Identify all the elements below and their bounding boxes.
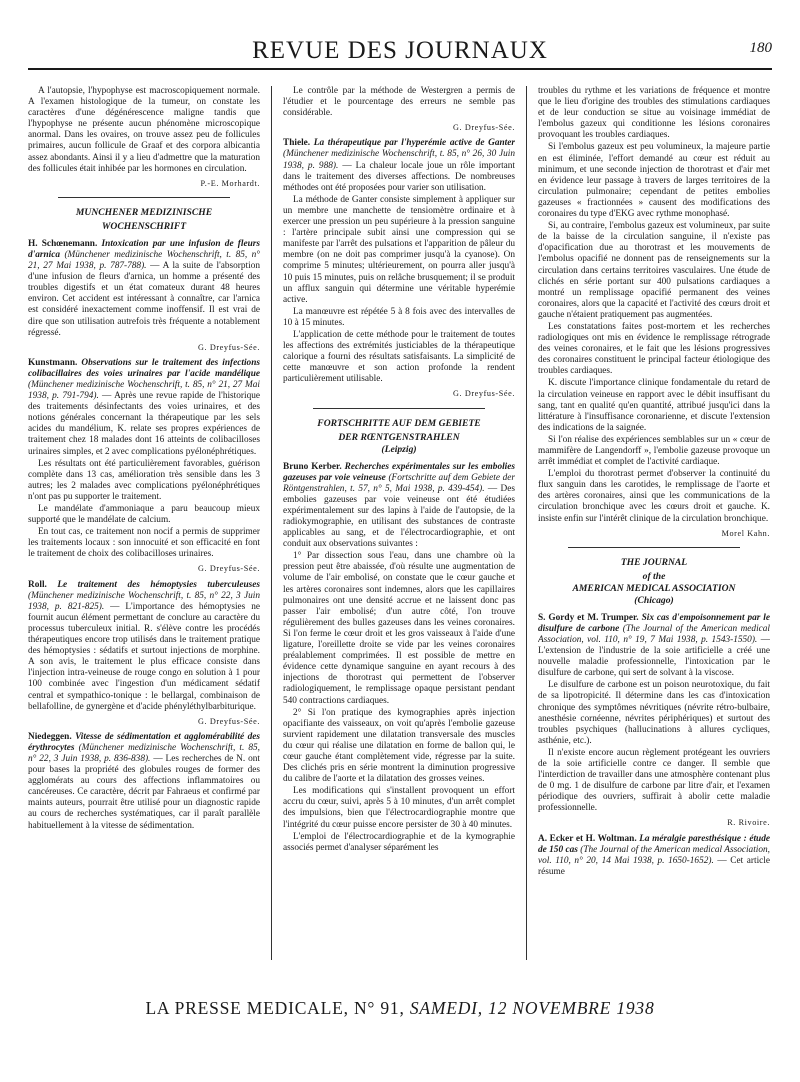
entry-body: — La chaleur locale joue un rôle important dans le traitement des diverses affections. De nombreuses méthodes ont été proposées pour varier son utilisation. bbox=[283, 160, 515, 193]
article-entry bbox=[28, 358, 260, 575]
paragraph: La méthode de Ganter consiste simplement à appliquer sur un membre une manchette de tensiomètre ordinaire et à exercer une pression un peu supérieure à la pression sanguine : l'artère principale subit ainsi une compression qui se manifeste par l'arrêt des pulsations et l'apparition de pâleur du membre (on ne doit pas comprimer jusqu'à la cyanose). On comprime 5 minutes; ultérieurement, on pourra aller jusqu'à 10 puis 15 minutes, puis on relâche brusquement; il se produit un afflux sanguin qui détermine une véritable hyperémie active. bbox=[283, 194, 515, 305]
paragraph: En tout cas, ce traitement non nocif a permis de supprimer les traitements locaux : son innocuité et son efficacité en font le traitement de choix des colibacilloses urinaires. bbox=[28, 527, 260, 560]
signature: P.-E. Morhardt. bbox=[200, 178, 260, 188]
paragraph: Le disulfure de carbone est un poison neurotoxique, du fait de sa lipotropicité. Il détermine dans les cas d'intoxication chronique des symptômes névritiques (névrite rétro-bulbaire, anesthésie cornéenne, névrites périphériques) et surtout des troubles psychiques (hallucinations à allures cycliques, asthénie, etc.). bbox=[538, 680, 770, 746]
page-header bbox=[28, 36, 772, 70]
signature: G. Dreyfus-Sée. bbox=[198, 342, 260, 352]
footer-publication: LA PRESSE MEDICALE, N° 91, bbox=[145, 998, 405, 1018]
entry-body: — L'importance des hémoptysies ne fournit aucun élément permettant de conclure au caractère du processus tuberculeux initial. R. s'élève contre les procédés thérapeutiques encore trop utilisés dans le traitement pratique des hémoptysies : sédatifs et surtout injections de morphine. A son avis, le traitement le plus efficace consiste dans l'injection intra-veineuse de rouge congo en solution à 1 pour 100 combinée avec l'ingestion d'un médicament sédatif central et sympathico-tonique : le bellargal, combinaison de bellafolline, de gynergène et d'acide phényléthylbarbiturique. bbox=[28, 601, 260, 712]
paragraph: La manœuvre est répétée 5 à 8 fois avec des intervalles de 10 à 15 minutes. bbox=[283, 306, 515, 328]
paragraph: L'application de cette méthode pour le traitement de toutes les affections des extrémités justiciables de la thérapeutique calorique a fourni des résultats satisfaisants. La simplicité de cette manœuvre et son action profonde la rendent particulièrement utilisable. bbox=[283, 329, 515, 385]
paragraph: L'emploi de l'électrocardiographie et de la kymographie associés permet d'analyser séparément les bbox=[283, 831, 515, 853]
article-entry bbox=[283, 462, 515, 854]
column-3 bbox=[538, 86, 770, 956]
entry-author: A. Ecker et H. Woltman. bbox=[538, 833, 637, 844]
entry-body: — L'extension de l'industrie de la soie artificielle a créé une nouvelle maladie professionnelle, l'intoxication par le disulfure de carbone, qui sert de solvant à la viscose. bbox=[538, 634, 770, 679]
article-entry bbox=[283, 138, 515, 399]
entry-author: Niedeggen. bbox=[28, 731, 72, 742]
signature: G. Dreyfus-Sée. bbox=[453, 389, 515, 399]
entry-body: — A la suite de l'absorption d'une infusion de fleurs d'arnica, un homme a présenté des troubles digestifs et un état comateux durant 48 heures environ. Cet accident est intéressant à connaître, car l'arnica est considéré inexactement comme inoffensif. Il est vrai de dire que son utilisation autrefois très fréquente a notablement régressé. bbox=[28, 261, 260, 338]
paragraph: Il n'existe encore aucun règlement protégeant les ouvriers de la soie artificielle contre ce danger. Il semble que l'interdiction de travailler dans une atmosphère contenant plus de 0 mg. 1 de disulfure de carbone par litre d'air, et l'examen périodique des ouvriers, suffirait à abolir cette maladie professionnelle. bbox=[538, 747, 770, 814]
paragraph: Les résultats ont été particulièrement favorables, guérison complète dans 13 cas, amélioration très sensible dans les 3 autres; les 2 malades avec complications pyélonéphrétiques n'ont pas pu supporter le traitement. bbox=[28, 458, 260, 502]
article-entry bbox=[538, 613, 770, 829]
entry-source: (Münchener medizinische Wochenschrift, t. 85, n° 21, 27 Mai 1938, p. 791-794). bbox=[28, 379, 260, 402]
entry-author: S. Gordy et M. Trumper. bbox=[538, 612, 639, 623]
signature: R. Rivoire. bbox=[727, 818, 770, 828]
entry-title: La thérapeutique par l'hyperémie active de Ganter bbox=[313, 138, 515, 149]
paragraph: Si l'embolus gazeux est peu volumineux, la majeure partie en est éliminée, l'effort demandé au cœur est réduit au minimum, et une seconde injection de thorotrast et d'air met en évidence leur passage à travers de larges territoires de la circulation pulmonaire; cependant de petites embolies gazeuses « fractionnées » causent des modifications des coronaires du type d'EKG avec rythme monophasé. bbox=[538, 142, 770, 220]
paragraph: troubles du rythme et les variations de fréquence et montre que le lieu d'origine des troubles des stimulations cardiaques et de leur conduction se situe au voisinage immédiat de l'embolus gazeux qui conditionne les lésions coronaires provoquant les troubles cardiaques. bbox=[538, 86, 770, 141]
paragraph: Si, au contraire, l'embolus gazeux est volumineux, par suite de la baisse de la circulation sanguine, il n'existe pas d'opacification due au thorotrast et les mouvements de l'embolus opacifié ne donnent pas de renseignements sur la circulation dans certains territoires vasculaires. Une étude de clichés en série portant sur 400 pulsations cardiaques a montré un remplissage opacifié permanent des veines coronaires, alors que la capacité et l'activité des cœurs droit et gauche n'étaient pratiquement pas augmentées. bbox=[538, 221, 770, 320]
section-title-line2: DER RŒNTGENSTRAHLEN bbox=[338, 431, 460, 443]
entry-source: (The Journal of the American medical Association, vol. 110, n° 19, 7 Mai 1938, p. 1543-1550). bbox=[538, 623, 770, 645]
column-rule bbox=[271, 86, 272, 960]
section-title-line2: of the bbox=[642, 570, 666, 582]
entry-text bbox=[538, 613, 770, 680]
footer-date: SAMEDI, 12 NOVEMBRE 1938 bbox=[409, 998, 655, 1018]
signature: G. Dreyfus-Sée. bbox=[198, 716, 260, 726]
entry-source: (Münchener medizinische Wochenschrift, t. 85, n° 21, 27 Mai 1938, p. 787-788). bbox=[28, 249, 260, 272]
page-title: REVUE DES JOURNAUX bbox=[252, 37, 548, 64]
entry-title: Intoxication par une infusion de fleurs d'arnica bbox=[28, 238, 260, 260]
section-title: MUNCHENER MEDIZINISCHE bbox=[75, 206, 213, 218]
entry-title: Vitesse de sédimentation et agglomérabilité des érythrocytes bbox=[28, 731, 260, 753]
entry-text bbox=[28, 358, 260, 458]
page-footer bbox=[0, 998, 800, 1019]
column-rule bbox=[526, 86, 527, 960]
paragraph: Les constatations faites post-mortem et les recherches radiologiques ont mis en évidence le remplissage rétrograde des veines coronaires, et le fait que les lésions progressives des coronaires constituent le principal facteur étiologique des troubles cardiaques. bbox=[538, 321, 770, 377]
article-entry bbox=[28, 732, 260, 832]
entry-author: H. Schœnemann. bbox=[28, 238, 98, 249]
paragraph: 1° Par dissection sous l'eau, dans une chambre où la pression peut être abaissée, d'où résulte une augmentation de volume de l'air embolisé, on constate que le cœur gauche et les artères coronaires sont indemnes, alors que les capillaires pulmonaires ont une densité accrue et ne laissent donc pas passer l'air embolisé; d'un autre côté, l'on trouve régulièrement des bulles gazeuses dans les veines coronaires. Si l'on ferme le cœur droit et les gros vaisseaux à l'aide d'une ligature, l'oreillette droite se vide par les veines coronaires préalablement comprimées. Il est possible de mettre en évidence cette dynamique sanguine en ayant recours à des injections de thorotrast qui permettent de l'observer radiologiquement, le remplissage opaque persistant pendant 540 contractions cardiaques. bbox=[283, 551, 515, 706]
paragraph: K. discute l'importance clinique fondamentale du retard de la circulation veineuse en rapport avec le débit insuffisant du sang, tant en qualité qu'en quantité, attribué jusqu'ici dans la littérature à l'insuffisance coronarienne, et discute l'extension des indications de la saignée. bbox=[538, 378, 770, 433]
paragraph: L'emploi du thorotrast permet d'observer la continuité du flux sanguin dans les carotides, le remplissage de l'aorte et des artères coronaires, ainsi que les communications de la circulation bronchique avec les cœurs droit et gauche. K. insiste enfin sur l'intérêt clinique de la circulation bronchique. bbox=[538, 469, 770, 524]
entry-source: (Münchener medizinische Wochenschrift, t. 85, n° 22, 3 Juin 1938, p. 836-838). bbox=[28, 742, 260, 764]
entry-body: — Après une revue rapide de l'historique des traitements désinfectants des voies urinaires, et des notions générales concernant la thérapeutique par les sels acides du mandélium, K. relate ses propres expériences de traitement chez 18 malades dont 16 atteints de colibacilloses urinaires simples, et 2 avec complications pyélonéphrétiques. bbox=[28, 391, 260, 457]
article-entry bbox=[28, 580, 260, 727]
paragraph: Le contrôle par la méthode de Westergren a permis de l'étudier et le pourcentage des erreurs ne semble pas considérable. bbox=[283, 86, 515, 119]
section-title-line3: AMERICAN MEDICAL ASSOCIATION bbox=[572, 582, 736, 594]
column-2 bbox=[283, 86, 515, 956]
entry-source: (Fortschritte auf dem Gebiete der Röntgenstrahlen, t. 57, n° 5, Mai 1938, p. 439-454). bbox=[283, 472, 515, 494]
entry-body: — Les recherches de N. ont pour bases la propriété des globules rouges de former des agglomérats au cours des affections inflammatoires ou cancéreuses. Ce caractère, décrit par Fahraeus et confirmé par maints auteurs, pourrait être utilisé pour un diagnostic rapide au cours de recherches systématiques, car il paraît parallèle habituellement à la vitesse de sédimentation. bbox=[28, 753, 260, 831]
entry-text bbox=[28, 580, 260, 713]
entry-author: Bruno Kerber. bbox=[283, 461, 342, 472]
entry-author: Kunstmann. bbox=[28, 357, 78, 368]
entry-title: Six cas d'empoisonnement par le disulfure de carbone bbox=[538, 612, 770, 634]
entry-source: (Münchener medizinische Wochenschrift, t. 85, n° 22, 3 Juin 1938, p. 821-825). bbox=[28, 590, 260, 612]
entry-text bbox=[28, 732, 260, 832]
section-subtitle: (Chicago) bbox=[634, 594, 674, 606]
column-1 bbox=[28, 86, 260, 956]
entry-body: — Des embolies gazeuses par voie veineuse ont été étudiées expérimentalement sur des lapins à l'aide de l'autopsie, de la radiokymographie, en utilisant des substances de contraste applicables au sang, et de l'électrocardiographie, et ont conduit aux observations suivantes : bbox=[283, 483, 515, 550]
section-title: FORTSCHRITTE AUF DEM GEBIETE bbox=[317, 417, 481, 429]
paragraph: Le mandélate d'ammoniaque a paru beaucoup mieux supporté que le mandélate de calcium. bbox=[28, 504, 260, 526]
entry-author: Roll. bbox=[28, 579, 47, 590]
entry-text bbox=[283, 462, 515, 551]
page-number: 180 bbox=[749, 40, 772, 56]
entry-title: Observations sur le traitement des infections colibacillaires des voies urinaires par l'acide mandélique bbox=[28, 357, 260, 379]
entry-source: (Münchener medizinische Wochenschrift, t. 85, n° 26, 30 Juin 1938, p. 988). bbox=[283, 149, 515, 171]
entry-title: Recherches expérimentales sur les embolies gazeuses par voie veineuse bbox=[283, 461, 515, 483]
entry-title: Le traitement des hémoptysies tuberculeuses bbox=[57, 579, 260, 590]
paragraph: 2° Si l'on pratique des kymographies après injection opacifiante des vaisseaux, on voit qu'après l'embolie gazeuse survient rapidement une dilatation transversale des muscles du cœur qui réalise une dilatation en forme de ballon qui, le cœur gauche étant complètement vide, régresse par la suite. Des clichés pris en série montrent la diminution progressive du calibre de l'aorte et la dilatation des grosses veines. bbox=[283, 707, 515, 785]
entry-text bbox=[28, 239, 260, 339]
entry-text bbox=[283, 138, 515, 193]
signature: Morel Kahn. bbox=[721, 528, 770, 538]
paragraph: Si l'on réalise des expériences semblables sur un « cœur de mammifère de Langendorff », l'embolie gazeuse provoque un arrêt immédiat et complet de l'activité cardiaque. bbox=[538, 434, 770, 468]
section-subtitle: WOCHENSCHRIFT bbox=[101, 220, 187, 232]
article-entry bbox=[28, 239, 260, 353]
entry-title: La méralgie paresthésique : étude de 150 cas bbox=[538, 833, 770, 855]
signature: G. Dreyfus-Sée. bbox=[453, 123, 515, 133]
entry-body: — Cet article résume bbox=[538, 855, 770, 877]
article-entry bbox=[538, 834, 770, 878]
entry-text bbox=[538, 834, 770, 878]
section-title: THE JOURNAL bbox=[620, 556, 688, 568]
entry-author: Thiele. bbox=[283, 138, 311, 149]
section-divider bbox=[313, 408, 485, 409]
paragraph: A l'autopsie, l'hypophyse est macroscopiquement normale. A l'examen histologique de la tumeur, on constate les caractères d'une dégénérescence maligne tandis que l'hypophyse ne présente aucun phénomène microscopique anormal. Dans les ovaires, on trouve assez peu de follicules primaires, aucun follicule de Graaf et des corpora albicantia assez abondants. Ainsi il y a lieu d'admettre que la maturation des follicules était inhibée par les hormones en circulation. bbox=[28, 86, 260, 174]
section-divider bbox=[568, 547, 740, 548]
entry-source: (The Journal of the American medical Association, vol. 110, n° 20, 14 Mai 1938, p. 1650-1652). bbox=[538, 844, 770, 866]
paragraph: Les modifications qui s'installent provoquent un effort accru du cœur, suivi, après 5 à 10 minutes, d'un arrêt complet des impulsions, bien que l'électrocardiographie montre que l'intégrité du cœur puisse encore persister de 30 à 40 minutes. bbox=[283, 786, 515, 830]
signature: G. Dreyfus-Sée. bbox=[198, 564, 260, 574]
section-subtitle: (Leipzig) bbox=[381, 443, 417, 455]
section-divider bbox=[58, 197, 230, 198]
